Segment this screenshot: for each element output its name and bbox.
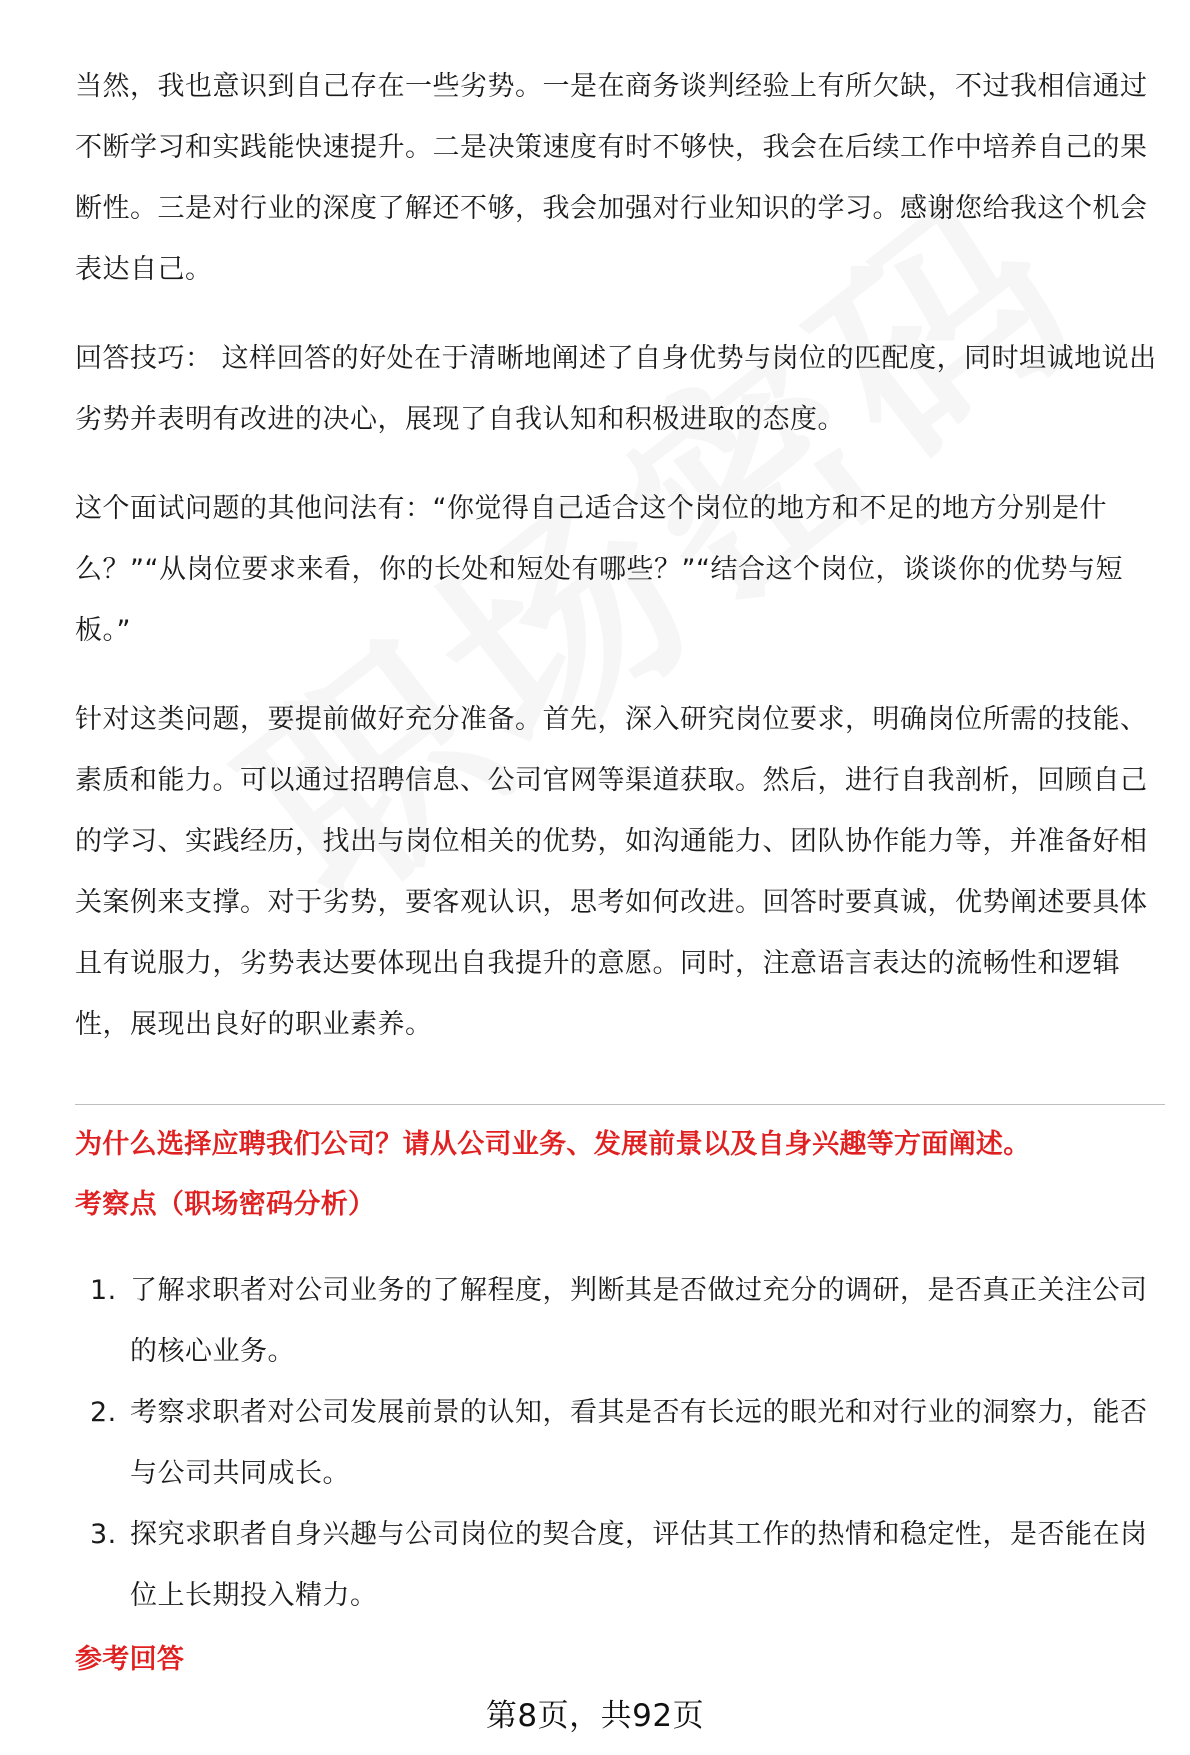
paragraph-preparation-advice: 针对这类问题，要提前做好充分准备。首先，深入研究岗位要求，明确岗位所需的技能、素质和能力。可以通过招聘信息、公司官网等渠道获取。然后，进行自我剖析，回顾自己的学习、实践经历，找出与岗位相关的优势，如沟通能力、团队协作能力等，并准备好相关案例来支撑。对于劣势，要客观认识，思考如何改进。回答时要真诚，优势阐述要具体且有说服力，劣势表达要体现出自我提升的意愿。同时，注意语言表达的流畅性和逻辑性，展现出良好的职业素养。	[75, 704, 1148, 1040]
paragraph-weaknesses: 当然，我也意识到自己存在一些劣势。一是在商务谈判经验上有所欠缺，不过我相信通过不断学习和实践能快速提升。二是决策速度有时不够快，我会在后续工作中培养自己的果断性。三是对行业的深度了解还不够，我会加强对行业知识的学习。感谢您给我这个机会表达自己。	[75, 71, 1148, 285]
reference-answer-heading: 参考回答	[75, 1644, 185, 1675]
list-item-number: 3.	[90, 1519, 117, 1550]
exam-points-heading: 考察点（职场密码分析）	[75, 1189, 376, 1220]
list-item-number: 1.	[90, 1275, 117, 1306]
list-item	[75, 1504, 1165, 1626]
page-number: 第8页，共92页	[485, 1698, 705, 1734]
list-item-number: 2.	[90, 1397, 117, 1428]
list-item	[75, 1382, 1165, 1504]
list-item-text: 了解求职者对公司业务的了解程度，判断其是否做过充分的调研，是否真正关注公司的核心业务。	[130, 1275, 1148, 1367]
list-item-text: 探究求职者自身兴趣与公司岗位的契合度，评估其工作的热情和稳定性，是否能在岗位上长期投入精力。	[130, 1519, 1148, 1611]
paragraph-alternate-questions: 这个面试问题的其他问法有：“你觉得自己适合这个岗位的地方和不足的地方分别是什么？”“从岗位要求来看，你的长处和短处有哪些？”“结合这个岗位，谈谈你的优势与短板。”	[75, 493, 1123, 646]
paragraph-answer-tips: 回答技巧： 这样回答的好处在于清晰地阐述了自身优势与岗位的匹配度，同时坦诚地说出劣势并表明有改进的决心，展现了自我认知和积极进取的态度。	[75, 343, 1157, 435]
question-title: 为什么选择应聘我们公司？请从公司业务、发展前景以及自身兴趣等方面阐述。	[75, 1129, 1031, 1160]
exam-points-list	[75, 1260, 1165, 1626]
list-item	[75, 1260, 1165, 1382]
list-item-text: 考察求职者对公司发展前景的认知，看其是否有长远的眼光和对行业的洞察力，能否与公司共同成长。	[130, 1397, 1148, 1489]
section-divider	[75, 1104, 1165, 1105]
answer-content	[75, 56, 1165, 1083]
